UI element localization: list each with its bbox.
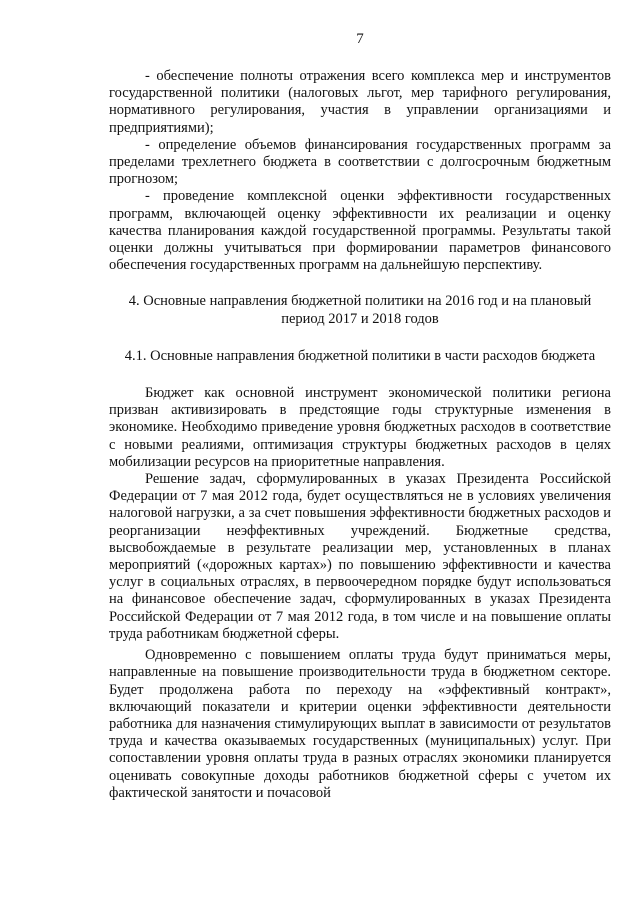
- page-number: 7: [356, 31, 364, 47]
- document-page: [109, 30, 611, 802]
- body-paragraph: Решение задач, сформулированных в указах Президента Российской Федерации от 7 мая 2012 года, будет осуществляться не в условиях увеличения налоговой нагрузки, а за счет повышения эффективности бюджетных расходов и реорганизации неэффективных учреждений. Бюджетные средства, высвобождаемые в результате реализации мер, установленных в планах мероприятий («дорожных картах») по повышению эффективности и качества услуг в социальных отраслях, в первоочередном порядке будут использоваться на финансовое обеспечение задач, сформулированных в указах Президента Российской Федерации от 7 мая 2012 года, в том числе и на повышение оплаты труда работникам бюджетной сферы.: [109, 471, 611, 642]
- list-item: - определение объемов финансирования государственных программ за пределами трехлетнего бюджета в соответствии с долгосрочным бюджетным прогнозом;: [109, 136, 611, 188]
- section-heading-line: 4. Основные направления бюджетной политики на 2016 год и на плановый: [128, 293, 592, 310]
- body-paragraph: Бюджет как основной инструмент экономической политики региона призван активизировать в предстоящие годы структурные изменения в экономике. Необходимо приведение уровня бюджетных расходов в соответствие с новыми реалиями, оптимизация структуры бюджетных расходов в целях мобилизации ресурсов на приоритетные направления.: [109, 385, 611, 470]
- body-paragraph: Одновременно с повышением оплаты труда будут приниматься меры, направленные на повышение производительности труда в бюджетном секторе. Будет продолжена работа по переходу на «эффективный контракт», включающий показатели и критерии оценки эффективности деятельности работника для назначения стимулирующих выплат в зависимости от результатов труда и качества оказываемых государственных (муниципальных) услуг. При сопоставлении уровня оплаты труда в разных отраслях экономики планируется оценивать совокупные доходы работников бюджетной сферы с учетом их фактической занятости и почасовой: [109, 647, 611, 801]
- list-item: - обеспечение полноты отражения всего комплекса мер и инструментов государственной политики (налоговых льгот, мер тарифного регулирования, нормативного регулирования, участия в управлении организациями и предприятиями);: [109, 68, 611, 136]
- section-heading-line: период 2017 и 2018 годов: [281, 310, 439, 327]
- list-item: - проведение комплексной оценки эффективности государственных программ, включающей оценку эффективности их реализации и оценку качества планирования каждой государственной программы. Результаты такой оценки должны учитываться при формировании параметров финансового обеспечения государственных программ на дальнейшую перспективу.: [109, 188, 611, 274]
- section-heading: [109, 293, 611, 327]
- subsection-heading: 4.1. Основные направления бюджетной политики в части расходов бюджета: [124, 347, 596, 364]
